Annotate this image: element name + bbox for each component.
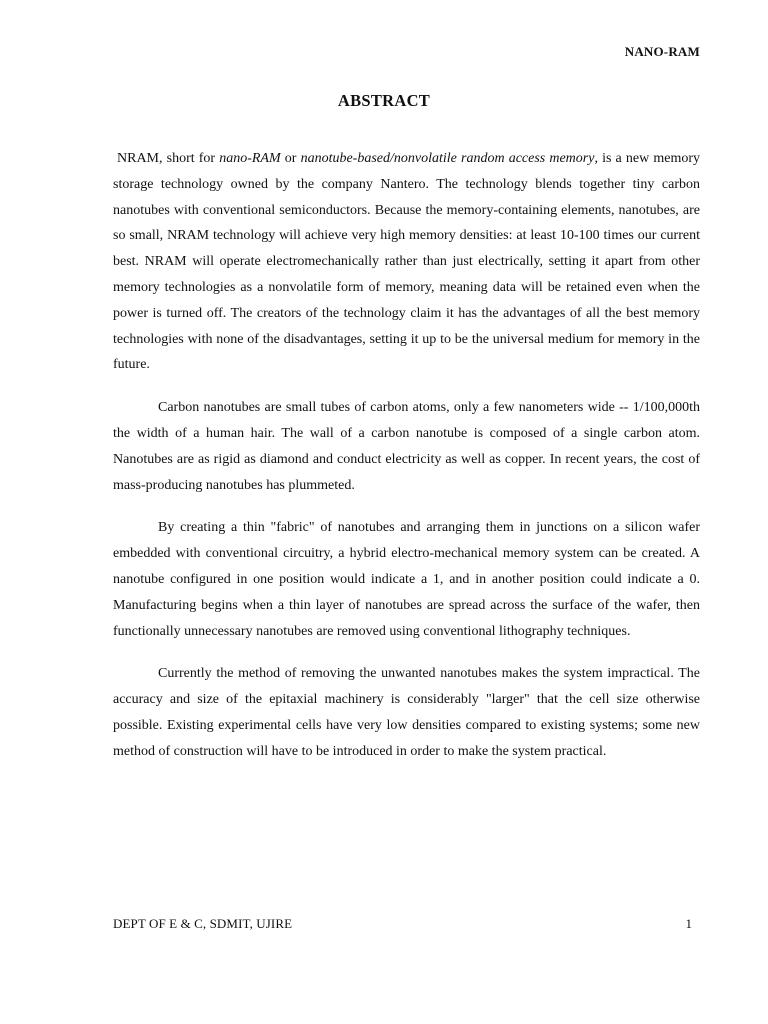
running-header: NANO-RAM xyxy=(624,44,700,59)
paragraph-1-text-a: NRAM, short for xyxy=(117,151,220,166)
abstract-body xyxy=(113,146,700,782)
paragraph-1-text-c: or xyxy=(280,151,301,166)
paragraph-1-text-e: , is a new memory storage technology owned by the company Nantero. The technology blends together tiny carbon nanotubes with conventional semiconductors. Because the memory-containing elements, nanotubes, are so small, NRAM technology will achieve very high memory densities: at least 10-100 times our current best. NRAM will operate electromechanically rather than just electrically, setting it apart from other memory technologies as a nonvolatile form of memory, meaning data will be retained even when the power is turned off. The creators of the technology claim it has the advantages of all the best memory technologies with none of the disadvantages, setting it up to be the universal medium for memory in the future. xyxy=(113,151,701,373)
paragraph-1-term-full-name: nanotube-based/nonvolatile random access memory xyxy=(300,151,595,166)
page-number: 1 xyxy=(685,916,692,931)
paragraph-1-term-nano-ram: nano-RAM xyxy=(219,151,281,166)
paragraph-1 xyxy=(113,146,700,378)
page-title: ABSTRACT xyxy=(337,91,431,110)
paragraph-2: Carbon nanotubes are small tubes of carbon atoms, only a few nanometers wide -- 1/100,000th the width of a human hair. The wall of a carbon nanotube is composed of a single carbon atom. Nanotubes are as rigid as diamond and conduct electricity as well as copper. In recent years, the cost of mass-producing nanotubes has plummeted. xyxy=(113,400,700,493)
footer-department: DEPT OF E & C, SDMIT, UJIRE xyxy=(113,916,293,931)
paragraph-4: Currently the method of removing the unwanted nanotubes makes the system impractical. The accuracy and size of the epitaxial machinery is considerably "larger" that the cell size otherwise possible. Existing experimental cells have very low densities compared to existing systems; some new method of construction will have to be introduced in order to make the system practical. xyxy=(113,666,700,759)
paragraph-3: By creating a thin "fabric" of nanotubes and arranging them in junctions on a silicon wafer embedded with conventional circuitry, a hybrid electro-mechanical memory system can be created. A nanotube configured in one position would indicate a 1, and in another position could indicate a 0. Manufacturing begins when a thin layer of nanotubes are spread across the surface of the wafer, then functionally unnecessary nanotubes are removed using conventional lithography techniques. xyxy=(113,520,700,639)
